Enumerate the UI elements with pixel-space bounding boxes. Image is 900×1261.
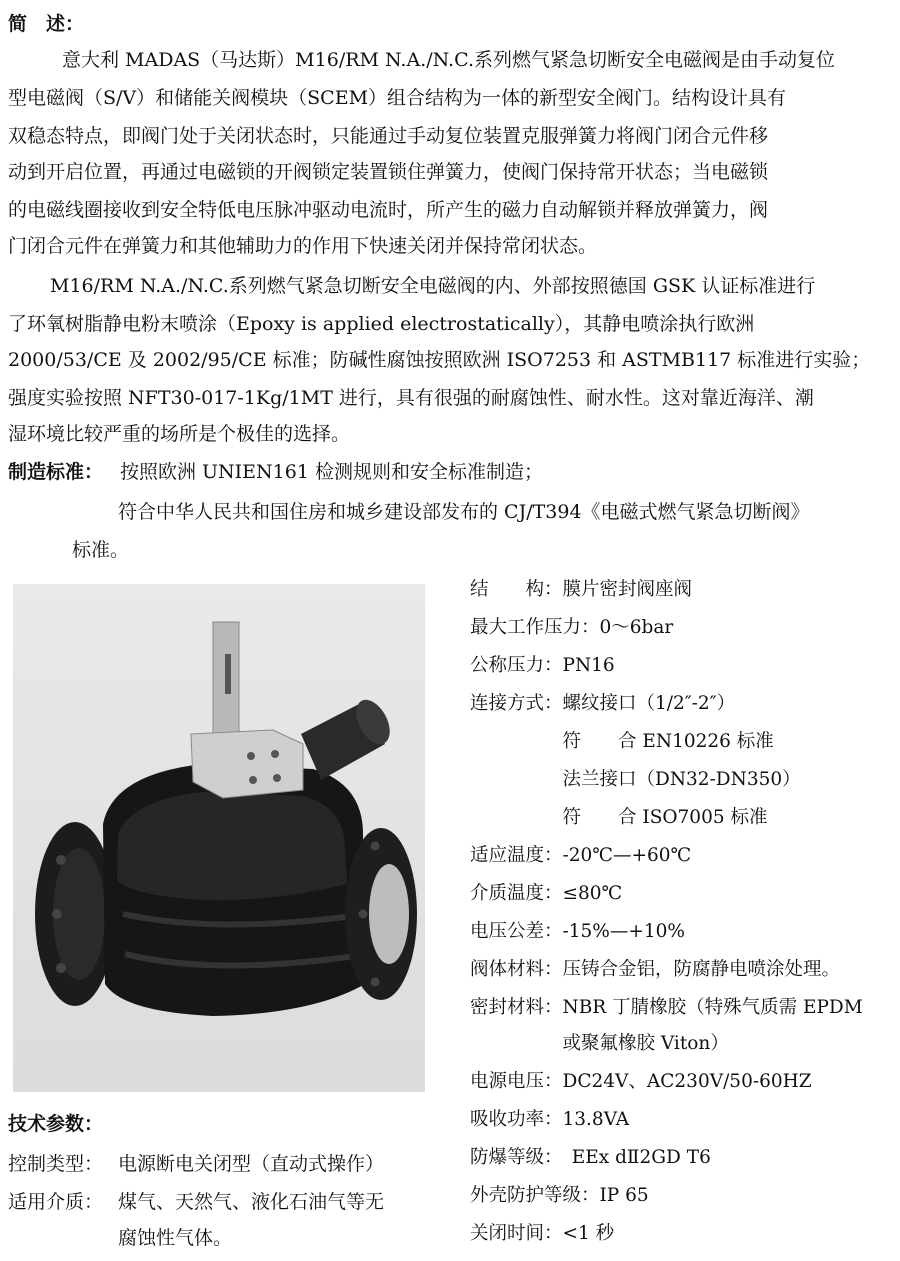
intro-p2-line: 了环氧树脂静电粉末喷涂（Epoxy is applied electrostatically），其静电喷涂执行欧洲: [8, 313, 755, 335]
standard-label: 制造标准：: [8, 461, 104, 483]
spec-seal-material: 密封材料：NBR 丁腈橡胶（特殊气质需 EPDM: [470, 997, 863, 1018]
screw: [249, 776, 257, 784]
spec-connection: 连接方式：螺纹接口（1/2″-2″）: [470, 693, 736, 714]
spec-ambient-temp: 适应温度：-20℃—+60℃: [470, 845, 692, 866]
intro-p1-line: 的电磁线圈接收到安全特低电压脉冲驱动电流时，所产生的磁力自动解锁并释放弹簧力，阀: [8, 199, 769, 221]
spec-body-material: 阀体材料：压铸合金铝，防腐静电喷涂处理。: [470, 959, 841, 980]
intro-p1-line: 门闭合元件在弹簧力和其他辅助力的作用下快速关闭并保持常闭状态。: [8, 235, 598, 257]
spec-voltage-tolerance: 电压公差：-15%—+10%: [470, 921, 685, 942]
spec-structure: 结 构：膜片密封阀座阀: [470, 579, 693, 600]
bolt-hole: [56, 963, 66, 973]
screw: [271, 750, 279, 758]
standard-line: 按照欧洲 UNIEN161 检测规则和安全标准制造；: [120, 461, 543, 483]
spec-power-consumption: 吸收功率：13.8VA: [470, 1109, 630, 1130]
spec-flange: 法兰接口（DN32-DN350）: [470, 769, 801, 790]
medium-value: 腐蚀性气体。: [118, 1227, 233, 1249]
reset-stem-slot: [225, 654, 231, 694]
spec-closing-time: 关闭时间：<1 秒: [470, 1223, 615, 1244]
intro-p2-line: 强度实验按照 NFT30-017-1Kg/1MT 进行，具有很强的耐腐蚀性、耐水性。这对靠近海洋、潮: [8, 387, 814, 409]
tech-heading: 技术参数：: [8, 1113, 104, 1135]
standard-line: 标准。: [72, 539, 130, 561]
screw: [273, 774, 281, 782]
bolt-hole: [371, 842, 380, 851]
control-type-value: 电源断电关闭型（直动式操作）: [118, 1153, 385, 1175]
spec-max-pressure: 最大工作压力：0～6bar: [470, 617, 674, 638]
bolt-hole: [56, 855, 66, 865]
spec-medium-temp: 介质温度：≤80℃: [470, 883, 623, 904]
standard-line: 符合中华人民共和国住房和城乡建设部发布的 CJ/T394《电磁式燃气紧急切断阀》: [118, 501, 810, 523]
spec-seal-material-cont: 或聚氟橡胶 Viton）: [470, 1033, 729, 1054]
bolt-hole: [52, 909, 62, 919]
control-type-label: 控制类型：: [8, 1153, 104, 1175]
spec-nominal-pressure: 公称压力：PN16: [470, 655, 615, 676]
bolt-hole: [371, 978, 380, 987]
valve-cover: [117, 792, 347, 900]
intro-heading: 简 述：: [8, 13, 85, 35]
valve-illustration: [13, 584, 425, 1092]
spec-connection-std: 符 合 EN10226 标准: [470, 731, 774, 752]
intro-p2-line: 2000/53/CE 及 2002/95/CE 标准；防碱性腐蚀按照欧洲 ISO7253 和 ASTMB117 标准进行实验；: [8, 349, 871, 371]
intro-p1-line: 意大利 MADAS（马达斯）M16/RM N.A./N.C.系列燃气紧急切断安全电磁阀是由手动复位: [62, 49, 835, 71]
intro-p1-line: 动到开启位置，再通过电磁锁的开阀锁定装置锁住弹簧力，使阀门保持常开状态；当电磁锁: [8, 161, 769, 183]
spec-ip-rating: 外壳防护等级：IP 65: [470, 1185, 649, 1206]
intro-p2-line: M16/RM N.A./N.C.系列燃气紧急切断安全电磁阀的内、外部按照德国 GSK 认证标准进行: [50, 275, 816, 297]
medium-value: 煤气、天然气、液化石油气等无: [118, 1191, 385, 1213]
medium-label: 适用介质：: [8, 1191, 104, 1213]
spec-explosion-rating: 防爆等级： EEx dⅡ2GD T6: [470, 1147, 711, 1168]
right-flange-port: [369, 864, 409, 964]
intro-p1-line: 型电磁阀（S/V）和储能关阀模块（SCEM）组合结构为一体的新型安全阀门。结构设计具有: [8, 87, 787, 109]
screw: [247, 752, 255, 760]
bolt-hole: [359, 910, 368, 919]
spec-flange-std: 符 合 ISO7005 标准: [470, 807, 768, 828]
lock-block: [191, 730, 303, 798]
intro-p2-line: 湿环境比较严重的场所是个极佳的选择。: [8, 423, 351, 445]
spec-power-supply: 电源电压：DC24V、AC230V/50-60HZ: [470, 1071, 812, 1092]
intro-p1-line: 双稳态特点，即阀门处于关闭状态时，只能通过手动复位装置克服弹簧力将阀门闭合元件移: [8, 125, 769, 147]
gas-solenoid-valve-photo: [13, 584, 425, 1092]
